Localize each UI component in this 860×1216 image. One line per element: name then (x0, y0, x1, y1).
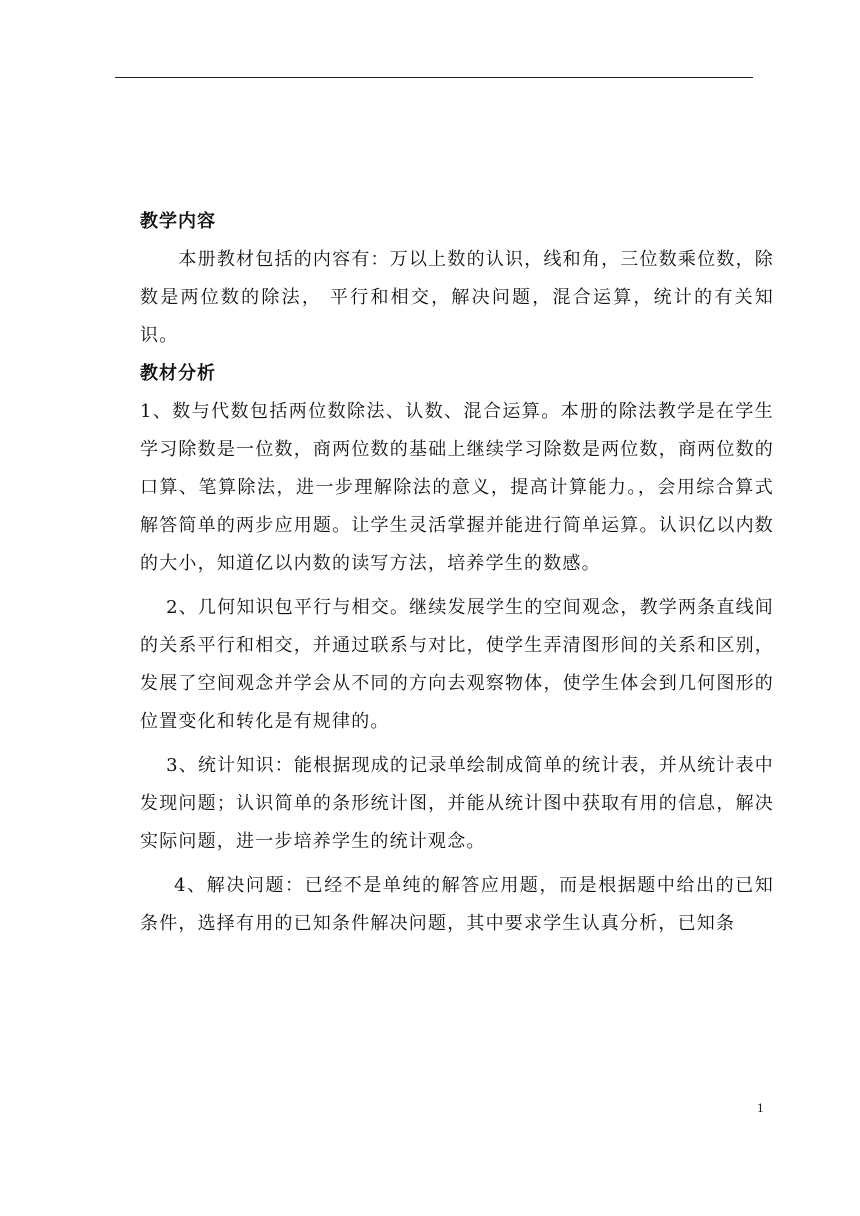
paragraph-problem-solving: 4、解决问题：已经不是单纯的解答应用题，而是根据题中给出的已知条件，选择有用的已知条件解决问题，其中要求学生认真分析，已知条 (140, 875, 774, 934)
paragraph-statistics: 3、统计知识：能根据现成的记录单绘制成简单的统计表，并从统计表中发现问题；认识简单的条形统计图，并能从统计图中获取有用的信息，解决实际问题，进一步培养学生的统计观念。 (140, 755, 774, 852)
section-heading-teaching-content: 教学内容 (140, 211, 216, 232)
header-rule (115, 77, 753, 78)
document-body (140, 203, 774, 943)
paragraph-number-algebra: 1、数与代数包括两位数除法、认数、混合运算。本册的除法教学是在学生学习除数是一位数，商两位数的基础上继续学习除数是两位数，商两位数的口算、笔算除法，进一步理解除法的意义，提高计算能力。，会用综合算式解答简单的两步应用题。让学生灵活掌握并能进行简单运算。认识亿以内数的大小，知道亿以内数的读写方法，培养学生的数感。 (140, 401, 774, 574)
paragraph-content-overview: 本册教材包括的内容有：万以上数的认识，线和角，三位数乘位数，除数是两位数的除法， 平行和相交，解决问题，混合运算，统计的有关知识。 (140, 249, 774, 346)
section-heading-material-analysis: 教材分析 (140, 363, 216, 384)
paragraph-geometry: 2、几何知识包平行与相交。继续发展学生的空间观念，教学两条直线间的关系平行和相交，并通过联系与对比，使学生弄清图形间的关系和区别，发展了空间观念并学会从不同的方向去观察物体，使学生体会到几何图形的位置变化和转化是有规律的。 (140, 597, 774, 732)
page-number: 1 (757, 1100, 764, 1115)
